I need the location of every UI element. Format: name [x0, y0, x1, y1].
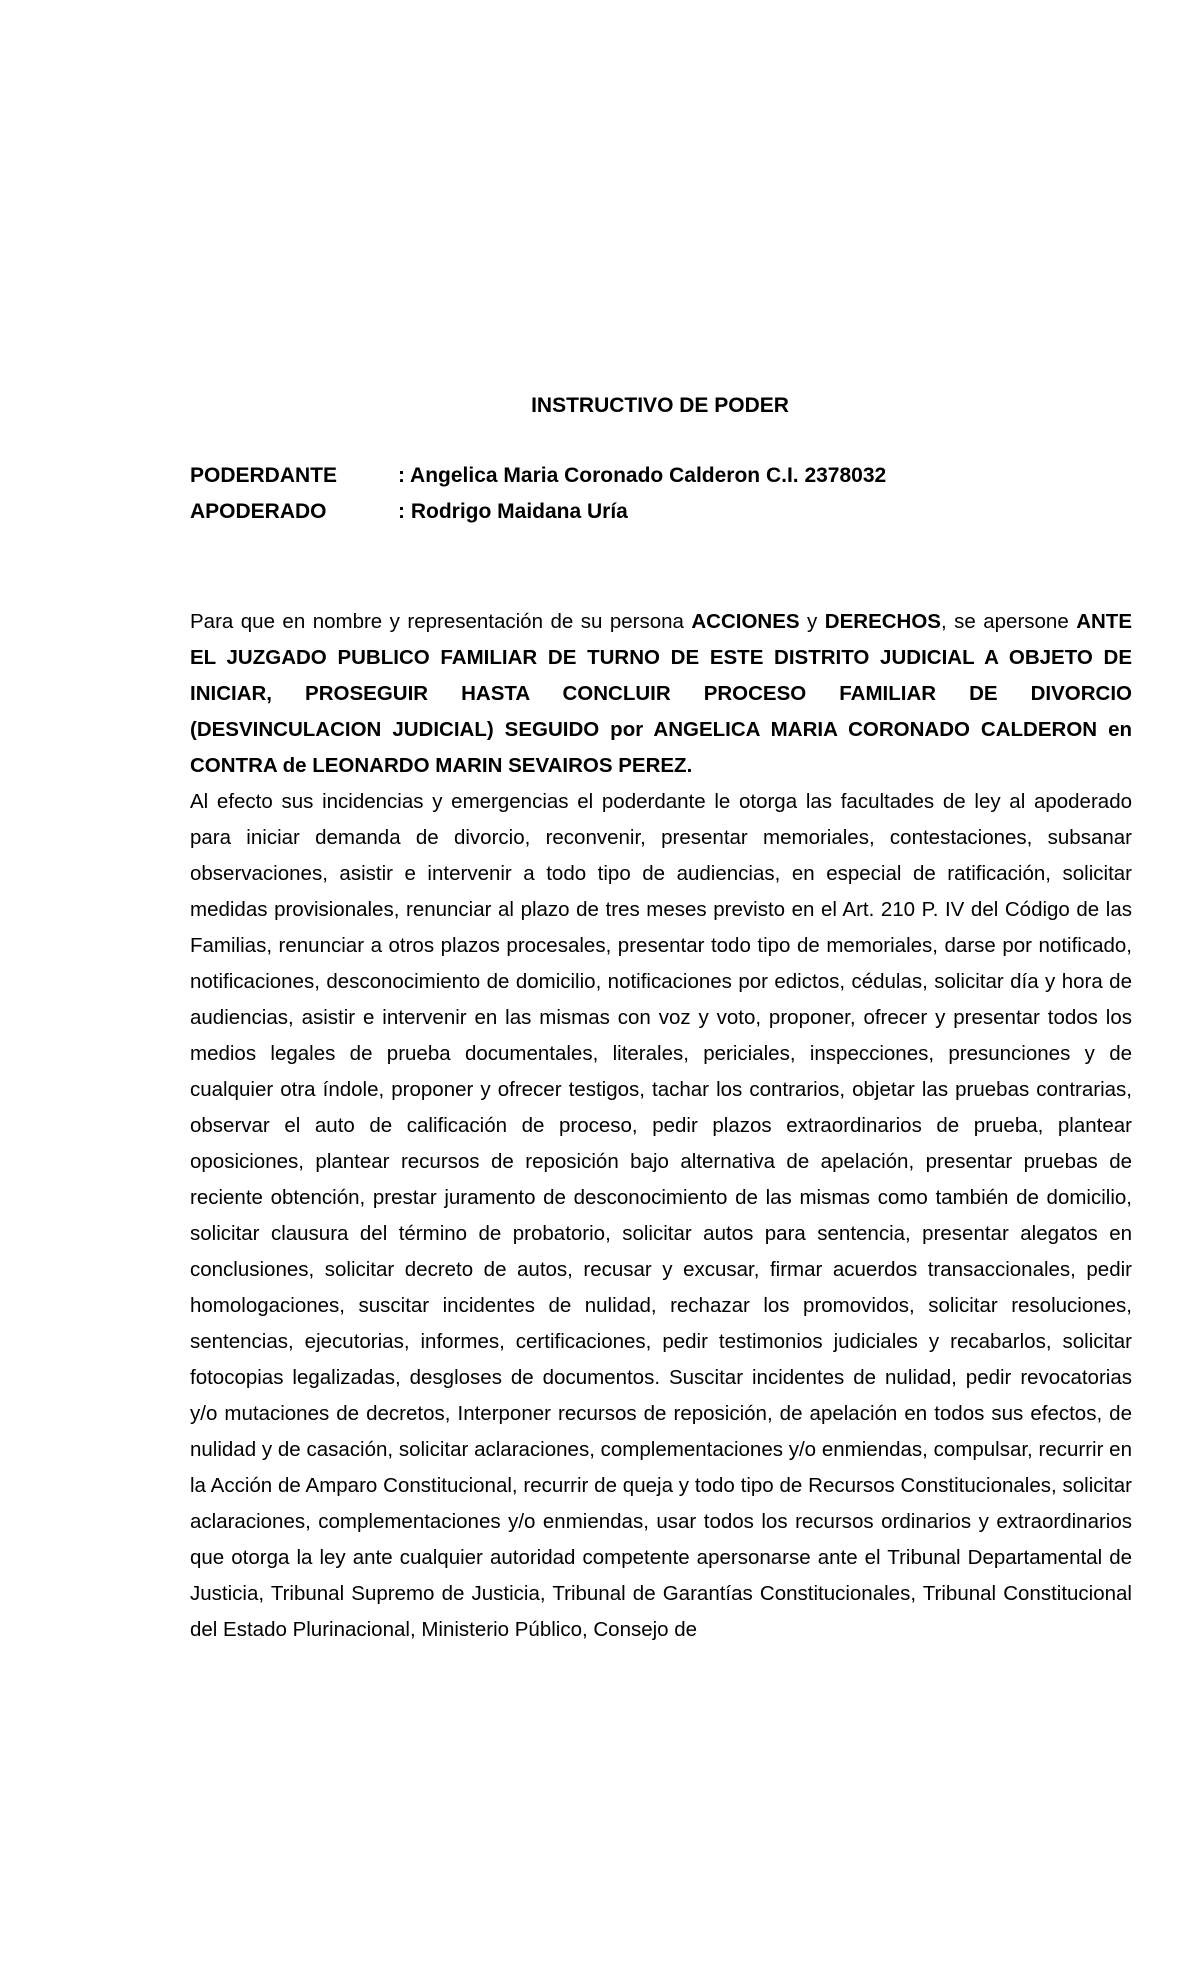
faculties-paragraph: Al efecto sus incidencias y emergencias el poderdante le otorga las facultades de ley al apoderado para iniciar demanda de divorcio, reconvenir, presentar memoriales, contestaciones, subsanar observaciones, asistir e intervenir a todo tipo de audiencias, en especial de ratificación, solicitar medidas provisionales, renunciar al plazo de tres meses previsto en el Art. 210 P. IV del Código de las Familias, renunciar a otros plazos procesales, presentar todo tipo de memoriales, darse por notificado, notificaciones, desconocimiento de domicilio, notificaciones por edictos, cédulas, solicitar día y hora de audiencias, asistir e intervenir en las mismas con voz y voto, proponer, ofrecer y presentar todos los medios legales de prueba documentales, literales, periciales, inspecciones, presunciones y de cualquier otra índole, proponer y ofrecer testigos, tachar los contrarios, objetar las pruebas contrarias, observar el auto de calificación de proceso, pedir plazos extraordinarios de prueba, plantear oposiciones, plantear recursos de reposición bajo alternativa de apelación, presentar pruebas de reciente obtención, prestar juramento de desconocimiento de las mismas como también de domicilio, solicitar clausura del término de probatorio, solicitar autos para sentencia, presentar alegatos en conclusiones, solicitar decreto de autos, recusar y excusar, firmar acuerdos transaccionales, pedir homologaciones, suscitar incidentes de nulidad, rechazar los promovidos, solicitar resoluciones, sentencias, ejecutorias, informes, certificaciones, pedir testimonios judiciales y recabarlos, solicitar fotocopias legalizadas, desgloses de documentos. Suscitar incidentes de nulidad, pedir revocatorias y/o mutaciones de decretos, Interponer recursos de reposición, de apelación en todos sus efectos, de nulidad y de casación, solicitar aclaraciones, complementaciones y/o enmiendas, compulsar, recurrir en la Acción de Amparo Constitucional, recurrir de queja y todo tipo de Recursos Constitucionales, solicitar aclaraciones, complementaciones y/o enmiendas, usar todos los recursos ordinarios y extraordinarios que otorga la ley ante cualquier autoridad competente apersonarse ante el Tribunal Departamental de Justicia, Tribunal Supremo de Justicia, Tribunal de Garantías Constitucionales, Tribunal Constitucional del Estado Plurinacional, Ministerio Público, Consejo de — [190, 790, 1132, 1641]
se-apersone-text: , se apersone — [940, 610, 1077, 633]
mandate-intro: Para que en nombre y representación de su persona — [190, 610, 692, 633]
apoderado-row — [190, 494, 628, 530]
apoderado-value: : Rodrigo Maidana Uría — [398, 500, 628, 523]
apoderado-label: APODERADO — [190, 500, 327, 523]
conjunction-y: y — [799, 610, 825, 633]
document-title: INSTRUCTIVO DE PODER — [531, 394, 789, 417]
derechos-term: DERECHOS — [824, 610, 941, 633]
document-body — [190, 604, 1132, 1648]
poderdante-label: PODERDANTE — [190, 464, 338, 487]
poderdante-row — [190, 458, 886, 494]
mandate-paragraph — [190, 604, 1132, 784]
poderdante-value: : Angelica Maria Coronado Calderon C.I. 2378032 — [398, 464, 887, 487]
acciones-term: ACCIONES — [691, 610, 800, 633]
case-object-text: ANTE EL JUZGADO PUBLICO FAMILIAR DE TURNO DE ESTE DISTRITO JUDICIAL A OBJETO DE INICIAR, PROSEGUIR HASTA CONCLUIR PROCESO FAMILIAR DE DIVORCIO (DESVINCULACION JUDICIAL) SEGUIDO por ANGELICA MARIA CORONADO CALDERON en CONTRA de LEONARDO MARIN SEVAIROS PEREZ. — [190, 610, 1132, 777]
